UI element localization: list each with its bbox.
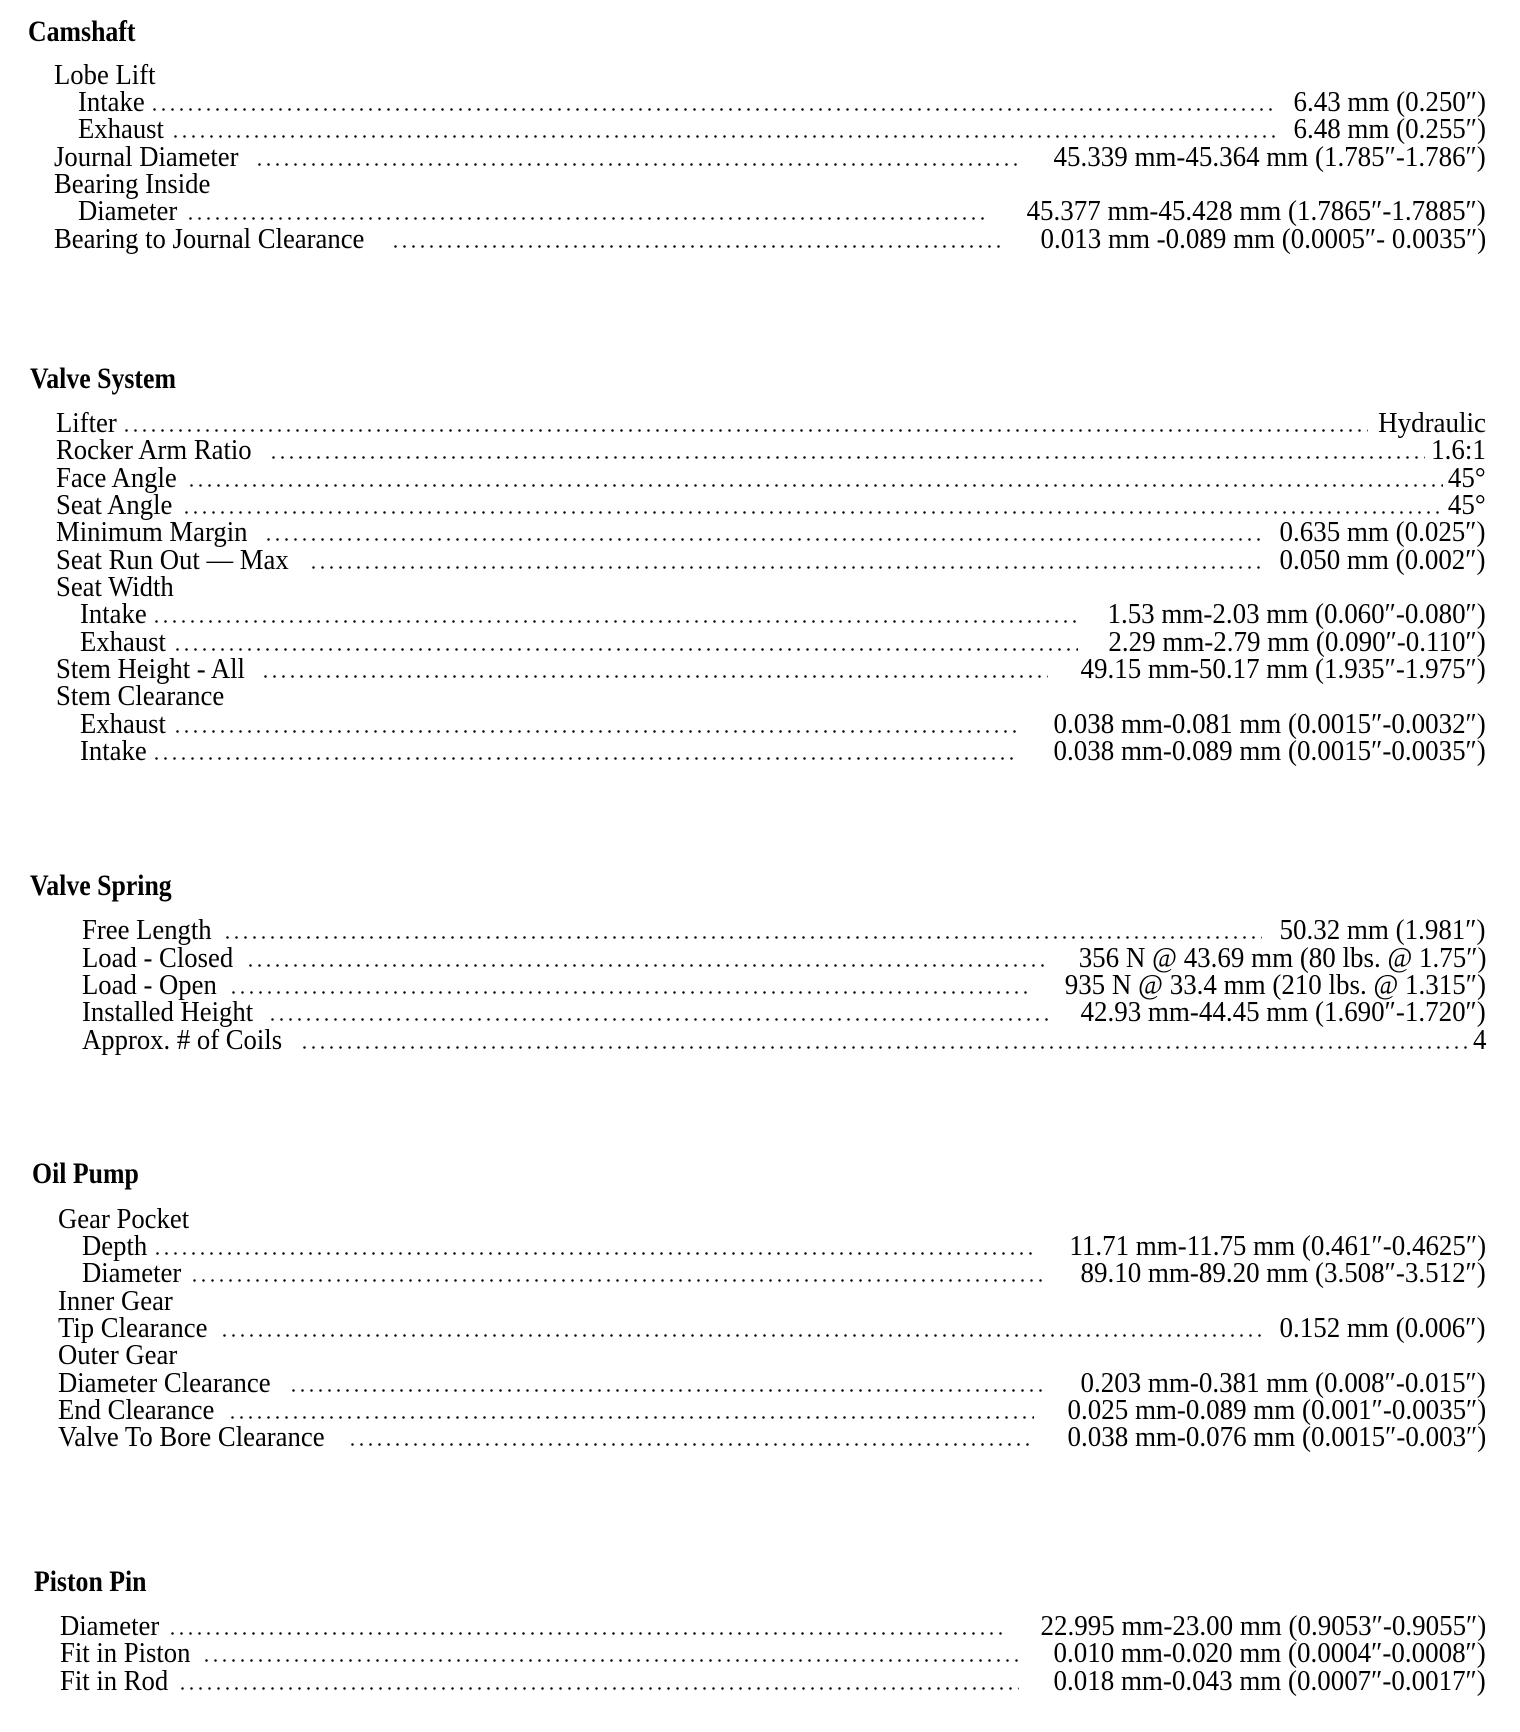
spec-row xyxy=(56,545,1486,575)
spec-value: 22.995 mm-23.00 mm (0.9053″-0.9055″) xyxy=(1040,1610,1486,1642)
dot-leader xyxy=(246,943,1045,973)
spec-value: 1.6:1 xyxy=(1431,434,1486,466)
dot-leader xyxy=(173,709,1019,739)
spec-row xyxy=(82,1258,1486,1288)
spec-label: Lifter xyxy=(56,407,117,439)
spec-row xyxy=(56,490,1486,520)
spec-label: Rocker Arm Ratio xyxy=(56,434,252,466)
spec-row xyxy=(56,435,1486,465)
spec-label: Free Length xyxy=(82,914,212,946)
dot-leader xyxy=(255,142,1020,172)
section-heading-camshaft: Camshaft xyxy=(28,15,136,48)
dot-leader xyxy=(173,627,1078,657)
spec-row xyxy=(56,681,1486,711)
dot-leader xyxy=(153,1231,1036,1261)
spec-row xyxy=(58,1286,1486,1316)
spec-value: 356 N @ 43.69 mm (80 lbs. @ 1.75″) xyxy=(1078,942,1486,974)
spec-row xyxy=(80,736,1486,766)
spec-value: 0.018 mm-0.043 mm (0.0007″-0.0017″) xyxy=(1053,1665,1486,1697)
spec-label: Tip Clearance xyxy=(58,1312,208,1344)
spec-label: Valve To Bore Clearance xyxy=(58,1421,325,1453)
dot-leader xyxy=(182,490,1443,520)
dot-leader xyxy=(152,736,1019,766)
dot-leader xyxy=(186,196,990,226)
dot-leader xyxy=(269,435,1426,465)
dot-leader xyxy=(268,997,1048,1027)
spec-label: Installed Height xyxy=(82,996,254,1028)
dot-leader xyxy=(391,224,1004,254)
spec-row xyxy=(58,1313,1486,1343)
spec-label: Intake xyxy=(80,598,147,630)
spec-value: Hydraulic xyxy=(1378,407,1486,439)
dot-leader xyxy=(223,915,1263,945)
spec-row xyxy=(56,517,1486,547)
spec-value: 0.152 mm (0.006″) xyxy=(1279,1312,1486,1344)
spec-value: 45.377 mm-45.428 mm (1.7865″-1.7885″) xyxy=(1026,195,1486,227)
spec-label: Depth xyxy=(82,1230,148,1262)
spec-row xyxy=(54,224,1486,254)
dot-leader xyxy=(348,1422,1034,1452)
spec-label: Gear Pocket xyxy=(58,1203,190,1235)
dot-leader xyxy=(122,408,1368,438)
spec-value: 0.038 mm-0.081 mm (0.0015″-0.0032″) xyxy=(1053,708,1486,740)
spec-row xyxy=(54,142,1486,172)
spec-value: 0.038 mm-0.089 mm (0.0015″-0.0035″) xyxy=(1053,735,1486,767)
dot-leader xyxy=(168,1611,1005,1641)
spec-row xyxy=(56,654,1486,684)
dot-leader xyxy=(228,1395,1034,1425)
spec-row xyxy=(80,599,1486,629)
spec-value: 50.32 mm (1.981″) xyxy=(1279,914,1486,946)
spec-value: 0.010 mm-0.020 mm (0.0004″-0.0008″) xyxy=(1053,1637,1486,1669)
dot-leader xyxy=(171,114,1277,144)
spec-row xyxy=(78,87,1486,117)
section-heading-valve-spring: Valve Spring xyxy=(30,869,172,902)
spec-value: 0.050 mm (0.002″) xyxy=(1279,544,1486,576)
spec-value: 11.71 mm-11.75 mm (0.461″-0.4625″) xyxy=(1069,1230,1486,1262)
dot-leader xyxy=(289,1368,1048,1398)
spec-value: 0.635 mm (0.025″) xyxy=(1279,516,1486,548)
spec-label: Fit in Rod xyxy=(60,1665,169,1697)
spec-value: 1.53 mm-2.03 mm (0.060″-0.080″) xyxy=(1107,598,1486,630)
spec-label: Minimum Margin xyxy=(56,516,248,548)
dot-leader xyxy=(178,1666,1020,1696)
dot-leader xyxy=(300,1025,1470,1055)
dot-leader xyxy=(202,1638,1019,1668)
spec-row xyxy=(82,915,1486,945)
spec-row xyxy=(58,1340,1486,1370)
spec-value: 4 xyxy=(1472,1024,1486,1056)
dot-leader xyxy=(261,654,1048,684)
spec-value: 2.29 mm-2.79 mm (0.090″-0.110″) xyxy=(1108,626,1486,658)
spec-value: 45° xyxy=(1448,489,1486,521)
spec-label: Lobe Lift xyxy=(54,59,156,91)
spec-row xyxy=(58,1422,1486,1452)
spec-label: Seat Run Out — Max xyxy=(56,544,289,576)
spec-value: 45° xyxy=(1448,462,1486,494)
spec-label: Approx. # of Coils xyxy=(82,1024,283,1056)
dot-leader xyxy=(264,517,1262,547)
spec-label: Bearing Inside xyxy=(54,168,211,200)
spec-row xyxy=(56,408,1486,438)
spec-label: Face Angle xyxy=(56,462,177,494)
spec-label: Diameter xyxy=(78,195,178,227)
spec-value: 42.93 mm-44.45 mm (1.690″-1.720″) xyxy=(1080,996,1486,1028)
spec-row xyxy=(82,997,1486,1027)
spec-label: Journal Diameter xyxy=(54,141,239,173)
spec-value: 6.43 mm (0.250″) xyxy=(1293,86,1486,118)
spec-label: Inner Gear xyxy=(58,1285,173,1317)
dot-leader xyxy=(187,463,1443,493)
spec-value: 0.038 mm-0.076 mm (0.0015″-0.003″) xyxy=(1067,1421,1486,1453)
spec-label: Outer Gear xyxy=(58,1339,178,1371)
spec-row xyxy=(60,1638,1486,1668)
spec-value: 0.025 mm-0.089 mm (0.001″-0.0035″) xyxy=(1067,1394,1486,1426)
spec-label: Intake xyxy=(80,735,147,767)
dot-leader xyxy=(309,545,1263,575)
dot-leader xyxy=(152,599,1077,629)
section-heading-valve-system: Valve System xyxy=(30,362,176,395)
spec-row xyxy=(60,1666,1486,1696)
section-heading-oil-pump: Oil Pump xyxy=(32,1157,139,1190)
spec-label: Stem Height - All xyxy=(56,653,245,685)
spec-label: Stem Clearance xyxy=(56,680,225,712)
spec-label: Load - Closed xyxy=(82,942,234,974)
spec-value: 89.10 mm-89.20 mm (3.508″-3.512″) xyxy=(1080,1257,1486,1289)
dot-leader xyxy=(190,1258,1048,1288)
spec-row xyxy=(78,196,1486,226)
spec-value: 45.339 mm-45.364 mm (1.785″-1.786″) xyxy=(1053,141,1486,173)
spec-label: Diameter xyxy=(82,1257,182,1289)
spec-value: 49.15 mm-50.17 mm (1.935″-1.975″) xyxy=(1080,653,1486,685)
section-heading-piston-pin: Piston Pin xyxy=(34,1565,147,1598)
spec-row xyxy=(54,60,1486,90)
spec-label: Seat Angle xyxy=(56,489,173,521)
spec-label: Bearing to Journal Clearance xyxy=(54,223,365,255)
spec-label: Diameter xyxy=(60,1610,160,1642)
spec-row xyxy=(82,1025,1486,1055)
spec-label: End Clearance xyxy=(58,1394,215,1426)
dot-leader xyxy=(150,87,1277,117)
spec-row xyxy=(56,463,1486,493)
spec-value: 6.48 mm (0.255″) xyxy=(1293,113,1486,145)
dot-leader xyxy=(220,1313,1262,1343)
spec-label: Exhaust xyxy=(80,708,166,740)
spec-label: Seat Width xyxy=(56,571,174,603)
spec-value: 0.013 mm -0.089 mm (0.0005″- 0.0035″) xyxy=(1040,223,1486,255)
spec-label: Fit in Piston xyxy=(60,1637,191,1669)
spec-label: Diameter Clearance xyxy=(58,1367,271,1399)
spec-label: Exhaust xyxy=(80,626,166,658)
spec-label: Intake xyxy=(78,86,145,118)
dot-leader xyxy=(229,970,1031,1000)
spec-value: 935 N @ 33.4 mm (210 lbs. @ 1.315″) xyxy=(1064,969,1486,1001)
spec-value: 0.203 mm-0.381 mm (0.008″-0.015″) xyxy=(1080,1367,1486,1399)
spec-label: Exhaust xyxy=(78,113,164,145)
spec-label: Load - Open xyxy=(82,969,217,1001)
spec-row xyxy=(78,114,1486,144)
